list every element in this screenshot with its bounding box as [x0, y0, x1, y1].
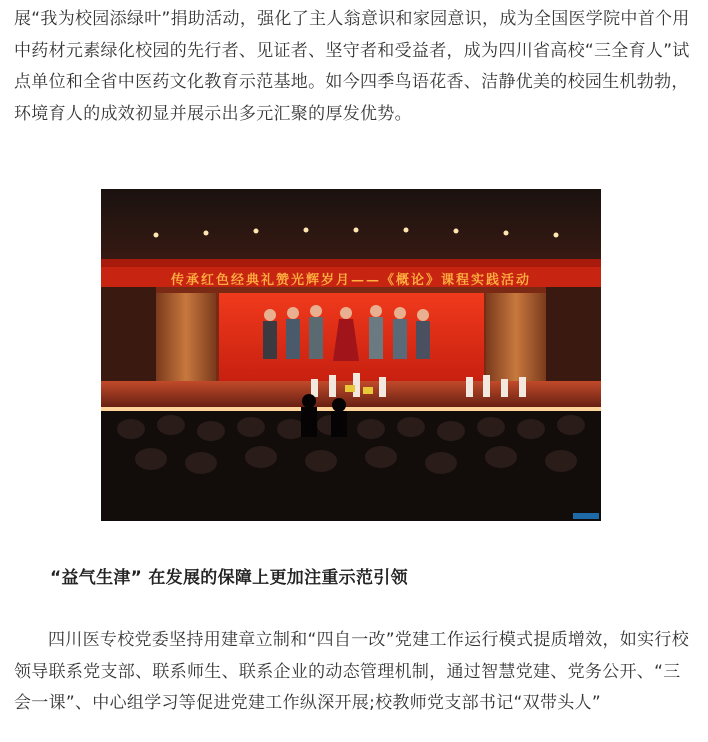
ceiling — [101, 189, 601, 267]
article-photo — [101, 189, 601, 521]
article-paragraph-2-text: 四川医专校党委坚持用建章立制和“四自一改”党建工作运行模式提质增效，如实行校领导联系党支部、联系师生、联系企业的动态管理机制，通过智慧党建、党务公开、“三会一课”、中心组学习等促进党建工作纵深开展;校教师党支部书记“双带头人” — [14, 630, 690, 713]
stage-photo-illustration — [101, 189, 601, 521]
screen-figures — [263, 305, 430, 361]
article-paragraph-2 — [14, 625, 694, 720]
section-heading: “益气生津” 在发展的保障上更加注重示范引领 — [50, 568, 408, 588]
watermark-logo — [573, 513, 599, 519]
article-paragraph: 展“我为校园添绿叶”捐助活动，强化了主人翁意识和家园意识，成为全国医学院中首个用中药材元素绿化校园的先行者、见证者、坚守者和受益者，成为四川省高校“三全育人”试点单位和全省中医药文化教育示范基地。如今四季鸟语花香、洁静优美的校园生机勃勃，环境育人的成效初显并展示出多元汇聚的厚发优势。 — [14, 9, 690, 124]
stage-banner-text: 传承红色经典礼赞光辉岁月——《概论》课程实践活动 — [170, 273, 532, 288]
